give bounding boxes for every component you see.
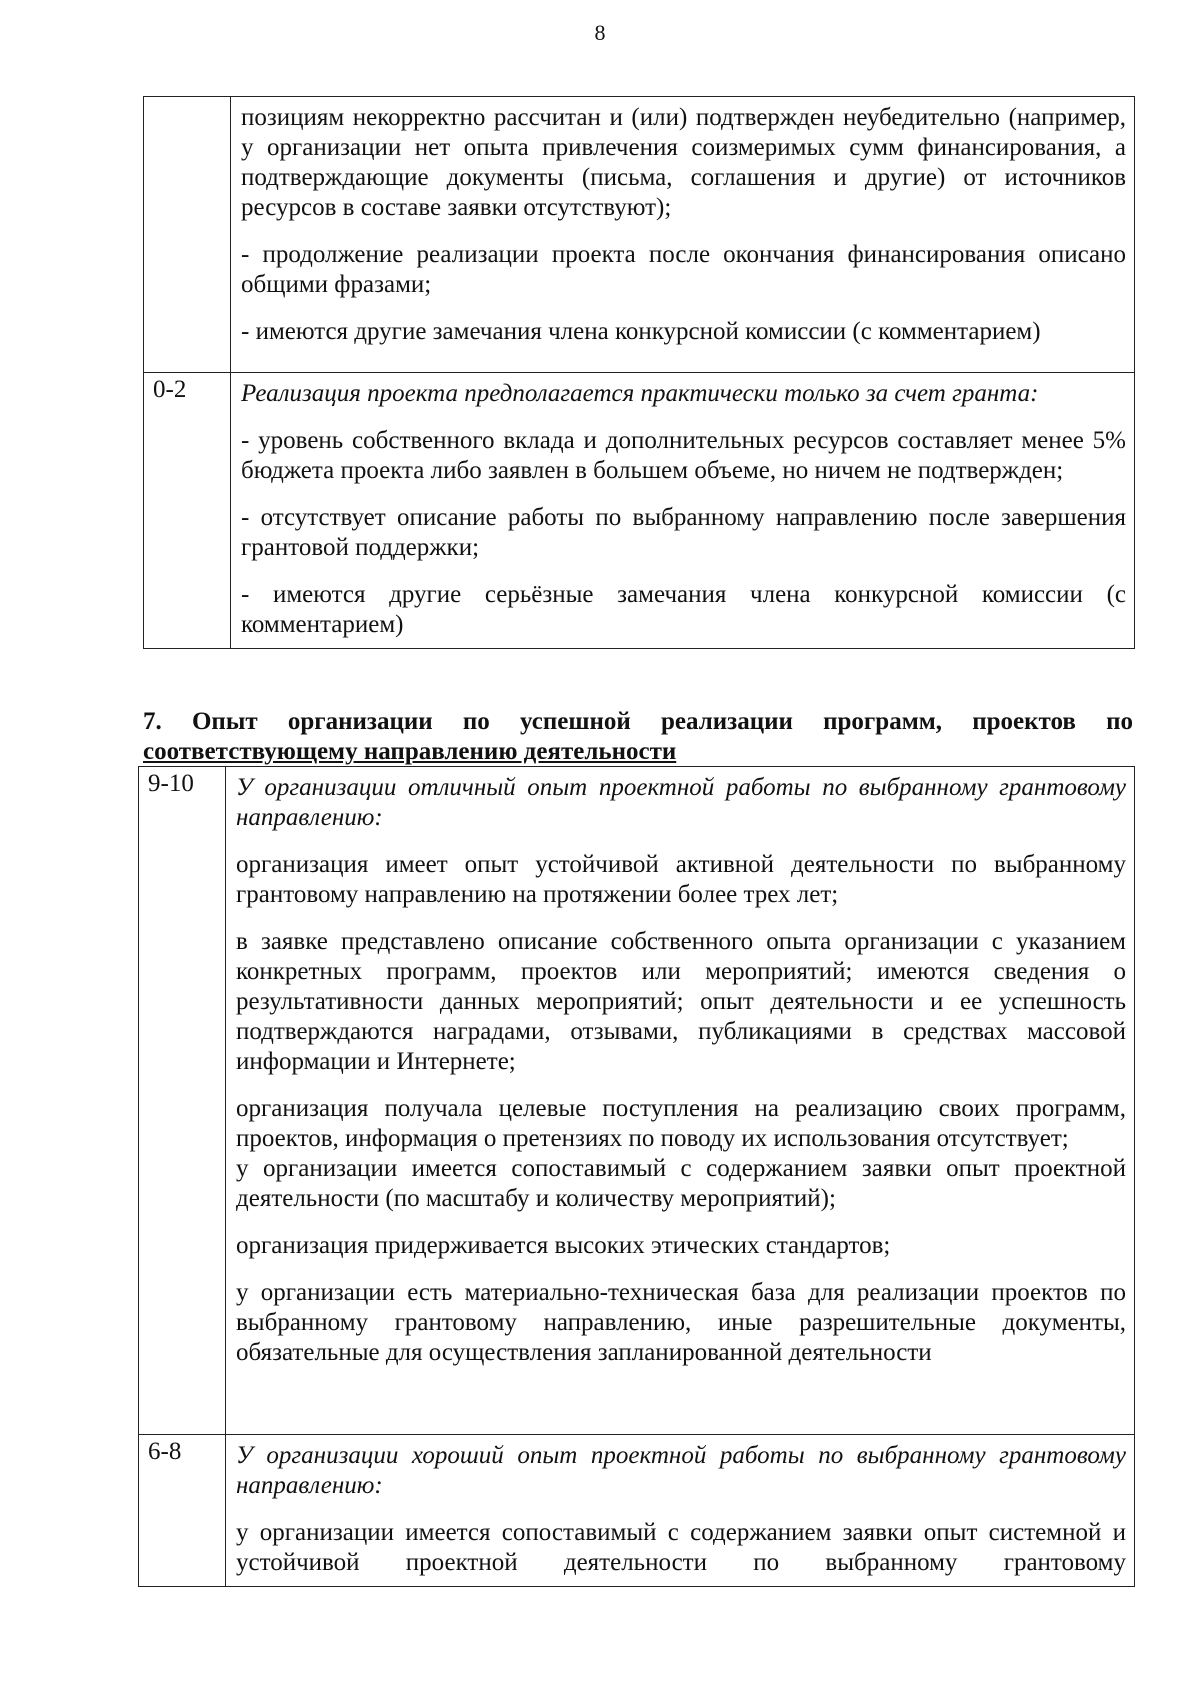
criterion-paragraph: организация придерживается высоких этических стандартов; (236, 1232, 891, 1259)
table-row (139, 1435, 1135, 1587)
criterion-paragraph: организация получала целевые поступления на реализацию своих программ, проектов, информация о претензиях по поводу их использования отсутствует; у организации имеется сопоставимый с содержанием заявки опыт проектной деятельности (по масштабу и количеству мероприятий); (236, 1095, 1126, 1212)
section-heading (143, 707, 1133, 767)
criterion-paragraph: - отсутствует описание работы по выбранному направлению после завершения грантовой поддержки; (241, 504, 1126, 561)
description-cell (231, 97, 1135, 373)
page-number: 8 (594, 20, 606, 45)
description-cell (231, 373, 1135, 649)
table-row (144, 97, 1135, 373)
description-cell (226, 767, 1135, 1435)
criterion-heading: У организации отличный опыт проектной работы по выбранному грантовому направлению: (236, 774, 1126, 831)
criterion-paragraph: - имеются другие серьёзные замечания члена конкурсной комиссии (с комментарием) (241, 581, 1126, 638)
criterion-heading: У организации хороший опыт проектной работы по выбранному грантовому направлению: (236, 1442, 1126, 1499)
score-cell: 9-10 (139, 767, 226, 1435)
description-cell (226, 1435, 1135, 1587)
section-heading-line: 7. Опыт организации по успешной реализации программ, проектов по (143, 708, 1133, 735)
score-cell: 0-2 (144, 373, 231, 649)
criterion-heading: Реализация проекта предполагается практически только за счет гранта: (241, 380, 1039, 407)
table-row (139, 767, 1135, 1435)
criterion-paragraph: - продолжение реализации проекта после окончания финансирования описано общими фразами; (241, 241, 1126, 298)
section-heading-line: соответствующему направлению деятельности (143, 738, 677, 765)
table-row (144, 373, 1135, 649)
criterion-paragraph: организация имеет опыт устойчивой активной деятельности по выбранному грантовому направлению на протяжении более трех лет; (236, 851, 1126, 908)
criteria-table-top (143, 96, 1135, 649)
criterion-paragraph: позициям некорректно рассчитан и (или) подтвержден неубедительно (например, у организации нет опыта привлечения соизмеримых сумм финансирования, а подтверждающие документы (письма, соглашения и другие) от источников ресурсов в составе заявки отсутствуют); (241, 104, 1126, 221)
criterion-paragraph: - имеются другие замечания члена конкурсной комиссии (с комментарием) (241, 318, 1041, 345)
criterion-paragraph: в заявке представлено описание собственного опыта организации с указанием конкретных программ, проектов или мероприятий; имеются сведения о результативности данных мероприятий; опыт деятельности и ее успешность подтверждаются наградами, отзывами, публикациями в средствах массовой информации и Интернете; (236, 928, 1126, 1075)
criterion-paragraph: у организации есть материально-техническая база для реализации проектов по выбранному грантовому направлению, иные разрешительные документы, обязательные для осуществления запланированной деятельности (236, 1279, 1126, 1366)
criterion-paragraph: у организации имеется сопоставимый с содержанием заявки опыт системной и устойчивой проектной деятельности по выбранному грантовому (236, 1519, 1126, 1576)
criterion-paragraph: - уровень собственного вклада и дополнительных ресурсов составляет менее 5% бюджета проекта либо заявлен в большем объеме, но ничем не подтвержден; (241, 427, 1126, 484)
score-cell: 6-8 (139, 1435, 226, 1587)
score-cell (144, 97, 231, 373)
criteria-table-bottom (138, 766, 1135, 1587)
